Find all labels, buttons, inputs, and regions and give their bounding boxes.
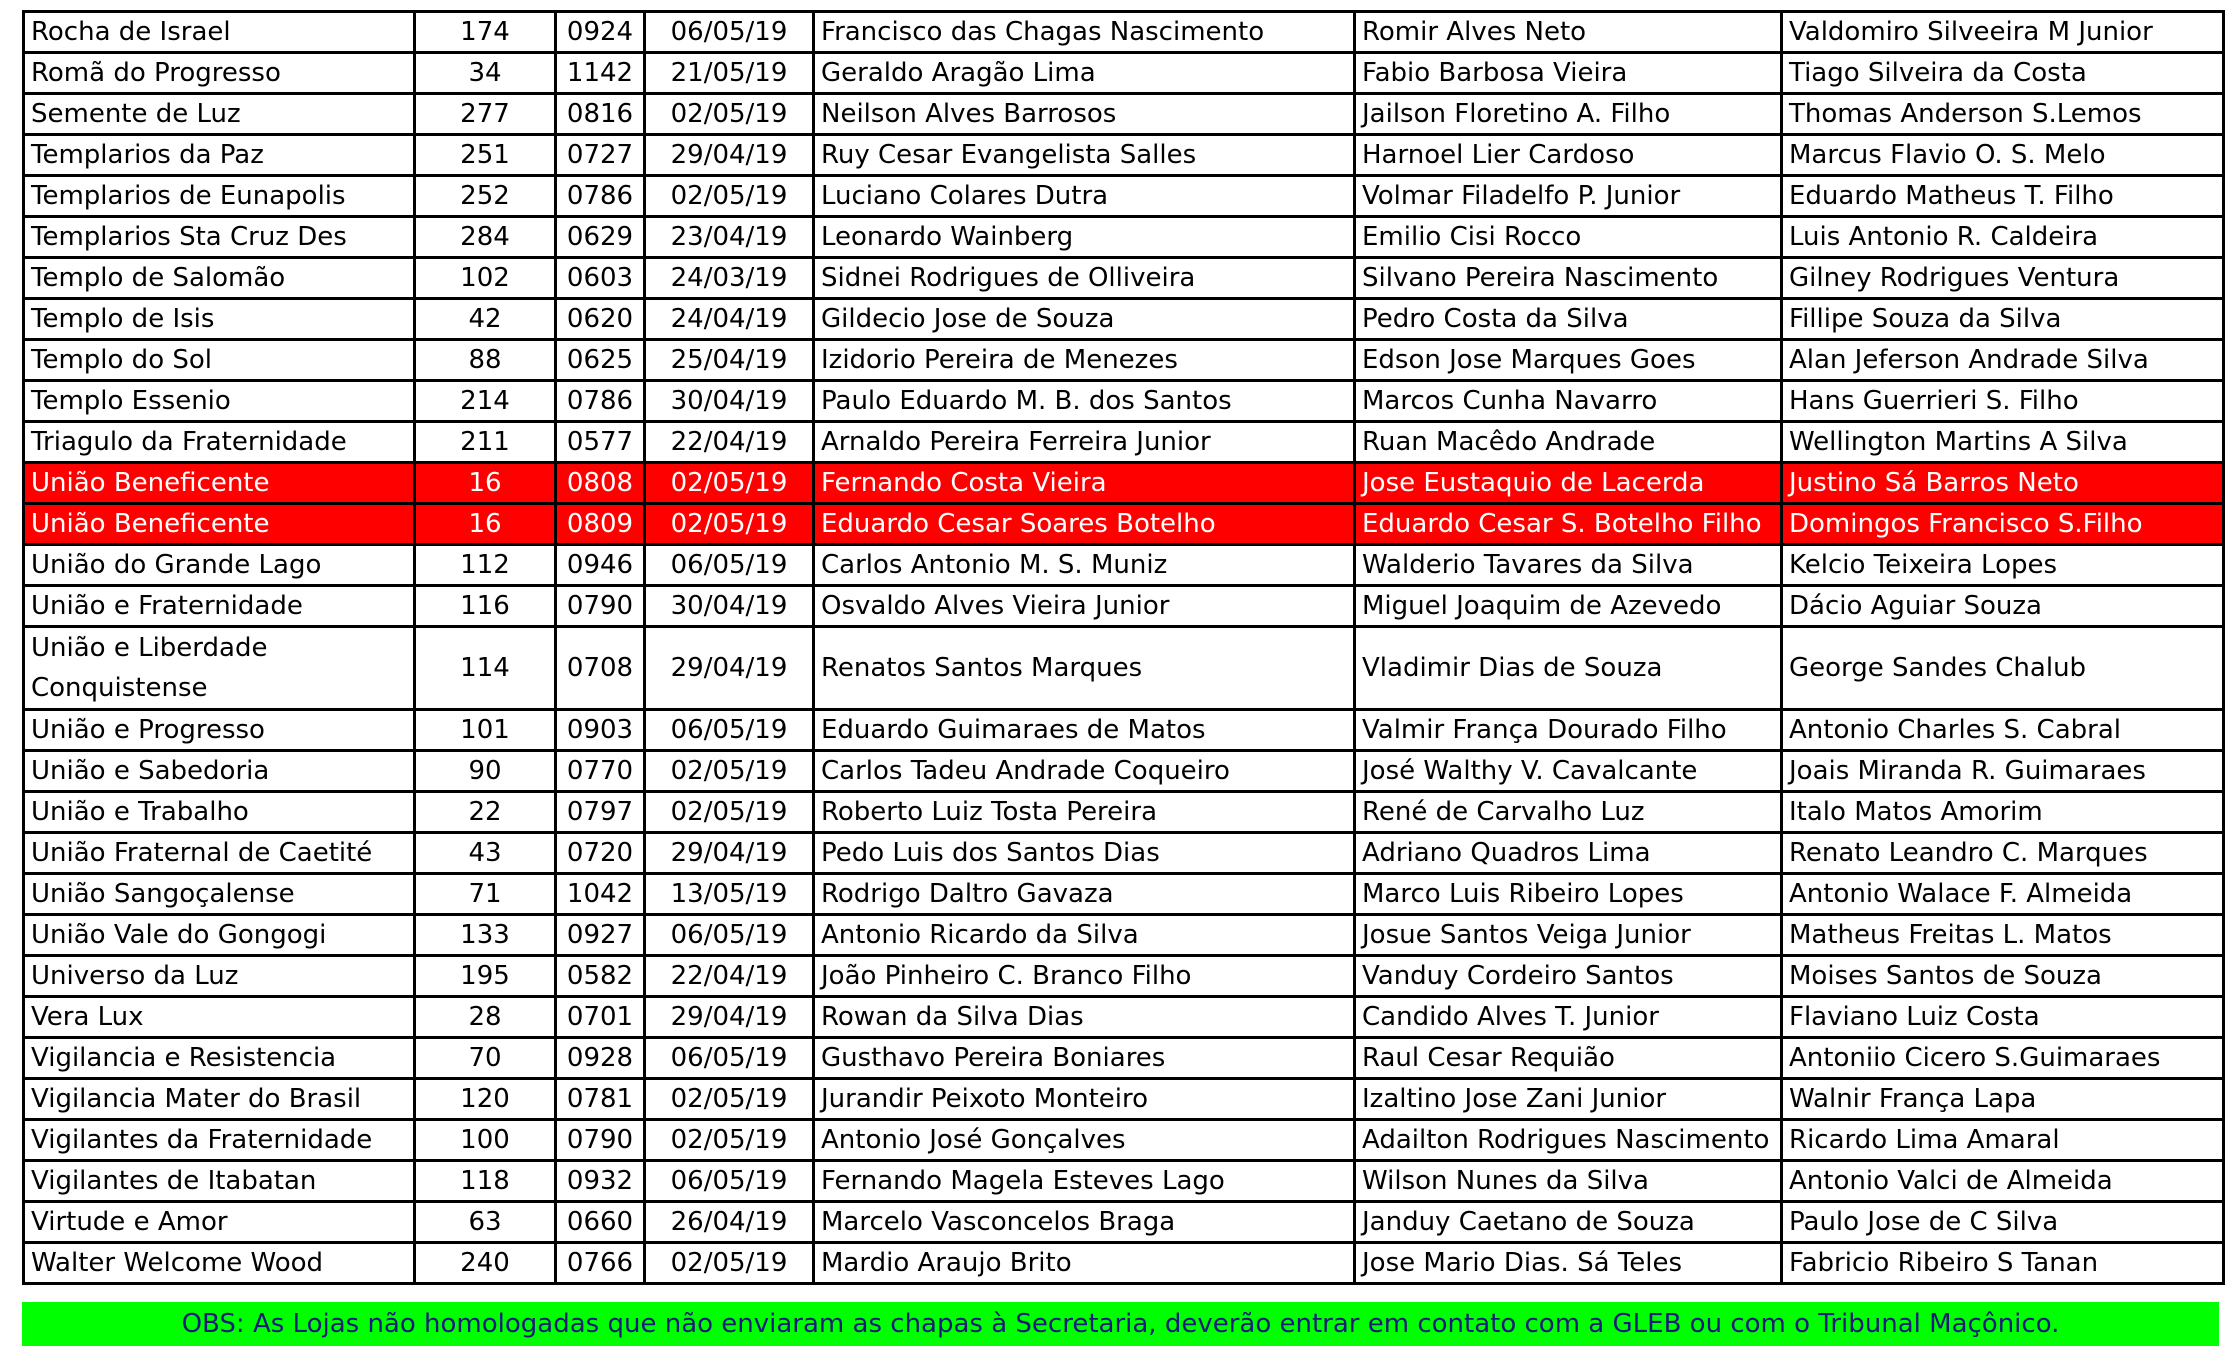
lodge-name-cell: União Vale do Gongogi [24,915,415,956]
lodge-number-cell: 90 [415,751,556,792]
code-cell: 0808 [556,463,645,504]
lodge-number-cell: 114 [415,627,556,710]
table-row [24,381,2224,422]
lodge-name-cell: União e Trabalho [24,792,415,833]
lodge-number-cell: 133 [415,915,556,956]
second-warden-cell: Fabricio Ribeiro S Tanan [1782,1243,2224,1284]
date-cell: 29/04/19 [645,627,814,710]
table-row [24,176,2224,217]
second-warden-cell: Walnir França Lapa [1782,1079,2224,1120]
lodge-name-cell: Rocha de Israel [24,12,415,53]
date-cell: 30/04/19 [645,586,814,627]
code-cell: 0928 [556,1038,645,1079]
second-warden-cell: Flaviano Luiz Costa [1782,997,2224,1038]
second-warden-cell: Alan Jeferson Andrade Silva [1782,340,2224,381]
lodge-number-cell: 71 [415,874,556,915]
second-warden-cell: Wellington Martins A Silva [1782,422,2224,463]
lodge-name-cell: Templo de Isis [24,299,415,340]
lodge-number-cell: 112 [415,545,556,586]
first-warden-cell: René de Carvalho Luz [1355,792,1782,833]
first-warden-cell: Marcos Cunha Navarro [1355,381,1782,422]
first-warden-cell: José Walthy V. Cavalcante [1355,751,1782,792]
date-cell: 22/04/19 [645,956,814,997]
second-warden-cell: George Sandes Chalub [1782,627,2224,710]
lodge-number-cell: 16 [415,504,556,545]
lodge-name-cell: União e Sabedoria [24,751,415,792]
first-warden-cell: Jose Eustaquio de Lacerda [1355,463,1782,504]
first-warden-cell: Raul Cesar Requião [1355,1038,1782,1079]
table-row [24,1079,2224,1120]
table-row [24,1038,2224,1079]
first-warden-cell: Candido Alves T. Junior [1355,997,1782,1038]
lodge-name-cell: União Beneficente [24,504,415,545]
code-cell: 0720 [556,833,645,874]
code-cell: 0946 [556,545,645,586]
lodge-number-cell: 240 [415,1243,556,1284]
lodge-number-cell: 101 [415,710,556,751]
lodge-name-cell: União do Grande Lago [24,545,415,586]
lodge-number-cell: 34 [415,53,556,94]
table-row [24,53,2224,94]
footer-note: OBS: As Lojas não homologadas que não enviaram as chapas à Secretaria, deverão entrar em contato com a GLEB ou com o Tribunal Maçônico. [22,1302,2219,1346]
lodge-name-cell: União e Liberdade Conquistense [24,627,415,710]
code-cell: 0924 [556,12,645,53]
date-cell: 02/05/19 [645,94,814,135]
worshipful-master-cell: Leonardo Wainberg [814,217,1355,258]
code-cell: 0603 [556,258,645,299]
date-cell: 02/05/19 [645,792,814,833]
table-row [24,1161,2224,1202]
code-cell: 0786 [556,176,645,217]
first-warden-cell: Jose Mario Dias. Sá Teles [1355,1243,1782,1284]
lodge-number-cell: 251 [415,135,556,176]
table-row [24,874,2224,915]
lodge-number-cell: 174 [415,12,556,53]
first-warden-cell: Edson Jose Marques Goes [1355,340,1782,381]
code-cell: 0781 [556,1079,645,1120]
code-cell: 0620 [556,299,645,340]
date-cell: 06/05/19 [645,545,814,586]
code-cell: 0625 [556,340,645,381]
worshipful-master-cell: Sidnei Rodrigues de Olliveira [814,258,1355,299]
second-warden-cell: Gilney Rodrigues Ventura [1782,258,2224,299]
table-row [24,299,2224,340]
code-cell: 0903 [556,710,645,751]
worshipful-master-cell: Renatos Santos Marques [814,627,1355,710]
lodge-number-cell: 22 [415,792,556,833]
second-warden-cell: Domingos Francisco S.Filho [1782,504,2224,545]
date-cell: 29/04/19 [645,997,814,1038]
date-cell: 06/05/19 [645,710,814,751]
date-cell: 30/04/19 [645,381,814,422]
date-cell: 23/04/19 [645,217,814,258]
code-cell: 0790 [556,1120,645,1161]
lodge-name-cell: Walter Welcome Wood [24,1243,415,1284]
worshipful-master-cell: Marcelo Vasconcelos Braga [814,1202,1355,1243]
first-warden-cell: Vladimir Dias de Souza [1355,627,1782,710]
lodge-name-cell: Vigilancia Mater do Brasil [24,1079,415,1120]
lodge-name-cell: Templarios da Paz [24,135,415,176]
lodge-number-cell: 42 [415,299,556,340]
first-warden-cell: Emilio Cisi Rocco [1355,217,1782,258]
first-warden-cell: Ruan Macêdo Andrade [1355,422,1782,463]
first-warden-cell: Miguel Joaquim de Azevedo [1355,586,1782,627]
table-row [24,1120,2224,1161]
code-cell: 0577 [556,422,645,463]
code-cell: 0809 [556,504,645,545]
second-warden-cell: Antonio Walace F. Almeida [1782,874,2224,915]
date-cell: 02/05/19 [645,504,814,545]
code-cell: 0660 [556,1202,645,1243]
table-row [24,258,2224,299]
second-warden-cell: Renato Leandro C. Marques [1782,833,2224,874]
first-warden-cell: Jailson Floretino A. Filho [1355,94,1782,135]
second-warden-cell: Justino Sá Barros Neto [1782,463,2224,504]
lodge-name-cell: União e Fraternidade [24,586,415,627]
worshipful-master-cell: Roberto Luiz Tosta Pereira [814,792,1355,833]
second-warden-cell: Moises Santos de Souza [1782,956,2224,997]
table-row [24,956,2224,997]
lodge-name-cell: União Sangoçalense [24,874,415,915]
first-warden-cell: Harnoel Lier Cardoso [1355,135,1782,176]
date-cell: 02/05/19 [645,1120,814,1161]
second-warden-cell: Italo Matos Amorim [1782,792,2224,833]
lodge-name-cell: Templarios Sta Cruz Des [24,217,415,258]
date-cell: 02/05/19 [645,176,814,217]
code-cell: 1042 [556,874,645,915]
worshipful-master-cell: Eduardo Cesar Soares Botelho [814,504,1355,545]
lodge-name-cell: União Beneficente [24,463,415,504]
table-row [24,504,2224,545]
second-warden-cell: Tiago Silveira da Costa [1782,53,2224,94]
lodge-number-cell: 63 [415,1202,556,1243]
first-warden-cell: Valmir França Dourado Filho [1355,710,1782,751]
lodge-number-cell: 195 [415,956,556,997]
lodge-name-cell: Universo da Luz [24,956,415,997]
table-row [24,751,2224,792]
lodge-number-cell: 118 [415,1161,556,1202]
second-warden-cell: Marcus Flavio O. S. Melo [1782,135,2224,176]
date-cell: 06/05/19 [645,1038,814,1079]
lodge-number-cell: 214 [415,381,556,422]
second-warden-cell: Fillipe Souza da Silva [1782,299,2224,340]
code-cell: 0927 [556,915,645,956]
first-warden-cell: Janduy Caetano de Souza [1355,1202,1782,1243]
first-warden-cell: Romir Alves Neto [1355,12,1782,53]
date-cell: 21/05/19 [645,53,814,94]
lodge-name-cell: Vera Lux [24,997,415,1038]
spreadsheet [22,10,2225,1285]
date-cell: 29/04/19 [645,135,814,176]
code-cell: 0629 [556,217,645,258]
lodge-number-cell: 252 [415,176,556,217]
lodge-number-cell: 102 [415,258,556,299]
lodges-table [22,10,2225,1285]
table-row [24,463,2224,504]
second-warden-cell: Valdomiro Silveeira M Junior [1782,12,2224,53]
lodge-number-cell: 70 [415,1038,556,1079]
table-row [24,217,2224,258]
table-row [24,833,2224,874]
worshipful-master-cell: Pedo Luis dos Santos Dias [814,833,1355,874]
second-warden-cell: Thomas Anderson S.Lemos [1782,94,2224,135]
second-warden-cell: Joais Miranda R. Guimaraes [1782,751,2224,792]
second-warden-cell: Antonio Valci de Almeida [1782,1161,2224,1202]
lodge-name-cell: Triagulo da Fraternidade [24,422,415,463]
table-row [24,627,2224,710]
lodge-name-cell: Semente de Luz [24,94,415,135]
date-cell: 13/05/19 [645,874,814,915]
first-warden-cell: Adailton Rodrigues Nascimento [1355,1120,1782,1161]
table-row [24,135,2224,176]
table-row [24,710,2224,751]
worshipful-master-cell: João Pinheiro C. Branco Filho [814,956,1355,997]
date-cell: 02/05/19 [645,463,814,504]
worshipful-master-cell: Eduardo Guimaraes de Matos [814,710,1355,751]
first-warden-cell: Vanduy Cordeiro Santos [1355,956,1782,997]
worshipful-master-cell: Rowan da Silva Dias [814,997,1355,1038]
first-warden-cell: Walderio Tavares da Silva [1355,545,1782,586]
worshipful-master-cell: Rodrigo Daltro Gavaza [814,874,1355,915]
code-cell: 0766 [556,1243,645,1284]
table-row [24,792,2224,833]
second-warden-cell: Kelcio Teixeira Lopes [1782,545,2224,586]
lodge-number-cell: 88 [415,340,556,381]
lodge-number-cell: 28 [415,997,556,1038]
first-warden-cell: Fabio Barbosa Vieira [1355,53,1782,94]
lodge-name-cell: Templo de Salomão [24,258,415,299]
date-cell: 06/05/19 [645,915,814,956]
code-cell: 0582 [556,956,645,997]
lodge-number-cell: 211 [415,422,556,463]
first-warden-cell: Silvano Pereira Nascimento [1355,258,1782,299]
lodge-number-cell: 284 [415,217,556,258]
code-cell: 1142 [556,53,645,94]
first-warden-cell: Wilson Nunes da Silva [1355,1161,1782,1202]
lodge-name-cell: Vigilancia e Resistencia [24,1038,415,1079]
lodge-number-cell: 100 [415,1120,556,1161]
worshipful-master-cell: Antonio José Gonçalves [814,1120,1355,1161]
second-warden-cell: Matheus Freitas L. Matos [1782,915,2224,956]
code-cell: 0786 [556,381,645,422]
lodge-name-cell: Templarios de Eunapolis [24,176,415,217]
first-warden-cell: Eduardo Cesar S. Botelho Filho [1355,504,1782,545]
worshipful-master-cell: Luciano Colares Dutra [814,176,1355,217]
lodge-number-cell: 277 [415,94,556,135]
lodge-number-cell: 116 [415,586,556,627]
date-cell: 02/05/19 [645,751,814,792]
second-warden-cell: Hans Guerrieri S. Filho [1782,381,2224,422]
first-warden-cell: Marco Luis Ribeiro Lopes [1355,874,1782,915]
lodge-number-cell: 120 [415,1079,556,1120]
worshipful-master-cell: Carlos Antonio M. S. Muniz [814,545,1355,586]
lodge-name-cell: Vigilantes da Fraternidade [24,1120,415,1161]
code-cell: 0708 [556,627,645,710]
lodge-number-cell: 43 [415,833,556,874]
worshipful-master-cell: Ruy Cesar Evangelista Salles [814,135,1355,176]
table-row [24,340,2224,381]
date-cell: 06/05/19 [645,12,814,53]
second-warden-cell: Eduardo Matheus T. Filho [1782,176,2224,217]
second-warden-cell: Luis Antonio R. Caldeira [1782,217,2224,258]
code-cell: 0701 [556,997,645,1038]
second-warden-cell: Dácio Aguiar Souza [1782,586,2224,627]
table-row [24,586,2224,627]
worshipful-master-cell: Arnaldo Pereira Ferreira Junior [814,422,1355,463]
table-row [24,422,2224,463]
worshipful-master-cell: Francisco das Chagas Nascimento [814,12,1355,53]
table-row [24,1202,2224,1243]
table-row [24,94,2224,135]
worshipful-master-cell: Fernando Magela Esteves Lago [814,1161,1355,1202]
worshipful-master-cell: Izidorio Pereira de Menezes [814,340,1355,381]
worshipful-master-cell: Antonio Ricardo da Silva [814,915,1355,956]
first-warden-cell: Josue Santos Veiga Junior [1355,915,1782,956]
lodge-name-cell: União Fraternal de Caetité [24,833,415,874]
second-warden-cell: Antonio Charles S. Cabral [1782,710,2224,751]
date-cell: 24/04/19 [645,299,814,340]
second-warden-cell: Antoniio Cicero S.Guimaraes [1782,1038,2224,1079]
code-cell: 0797 [556,792,645,833]
second-warden-cell: Ricardo Lima Amaral [1782,1120,2224,1161]
date-cell: 02/05/19 [645,1079,814,1120]
table-body [24,12,2224,1284]
worshipful-master-cell: Jurandir Peixoto Monteiro [814,1079,1355,1120]
lodge-name-cell: Templo Essenio [24,381,415,422]
lodge-name-cell: Romã do Progresso [24,53,415,94]
date-cell: 02/05/19 [645,1243,814,1284]
date-cell: 29/04/19 [645,833,814,874]
code-cell: 0770 [556,751,645,792]
date-cell: 25/04/19 [645,340,814,381]
lodge-name-cell: Vigilantes de Itabatan [24,1161,415,1202]
lodge-name-cell: Virtude e Amor [24,1202,415,1243]
code-cell: 0727 [556,135,645,176]
first-warden-cell: Volmar Filadelfo P. Junior [1355,176,1782,217]
worshipful-master-cell: Osvaldo Alves Vieira Junior [814,586,1355,627]
worshipful-master-cell: Paulo Eduardo M. B. dos Santos [814,381,1355,422]
first-warden-cell: Adriano Quadros Lima [1355,833,1782,874]
table-row [24,12,2224,53]
worshipful-master-cell: Gusthavo Pereira Boniares [814,1038,1355,1079]
table-row [24,1243,2224,1284]
worshipful-master-cell: Fernando Costa Vieira [814,463,1355,504]
date-cell: 22/04/19 [645,422,814,463]
first-warden-cell: Pedro Costa da Silva [1355,299,1782,340]
worshipful-master-cell: Gildecio Jose de Souza [814,299,1355,340]
first-warden-cell: Izaltino Jose Zani Junior [1355,1079,1782,1120]
table-row [24,915,2224,956]
worshipful-master-cell: Geraldo Aragão Lima [814,53,1355,94]
table-row [24,997,2224,1038]
second-warden-cell: Paulo Jose de C Silva [1782,1202,2224,1243]
worshipful-master-cell: Neilson Alves Barrosos [814,94,1355,135]
lodge-name-cell: União e Progresso [24,710,415,751]
code-cell: 0932 [556,1161,645,1202]
lodge-number-cell: 16 [415,463,556,504]
date-cell: 26/04/19 [645,1202,814,1243]
date-cell: 06/05/19 [645,1161,814,1202]
worshipful-master-cell: Mardio Araujo Brito [814,1243,1355,1284]
code-cell: 0816 [556,94,645,135]
code-cell: 0790 [556,586,645,627]
lodge-name-cell: Templo do Sol [24,340,415,381]
date-cell: 24/03/19 [645,258,814,299]
worshipful-master-cell: Carlos Tadeu Andrade Coqueiro [814,751,1355,792]
table-row [24,545,2224,586]
